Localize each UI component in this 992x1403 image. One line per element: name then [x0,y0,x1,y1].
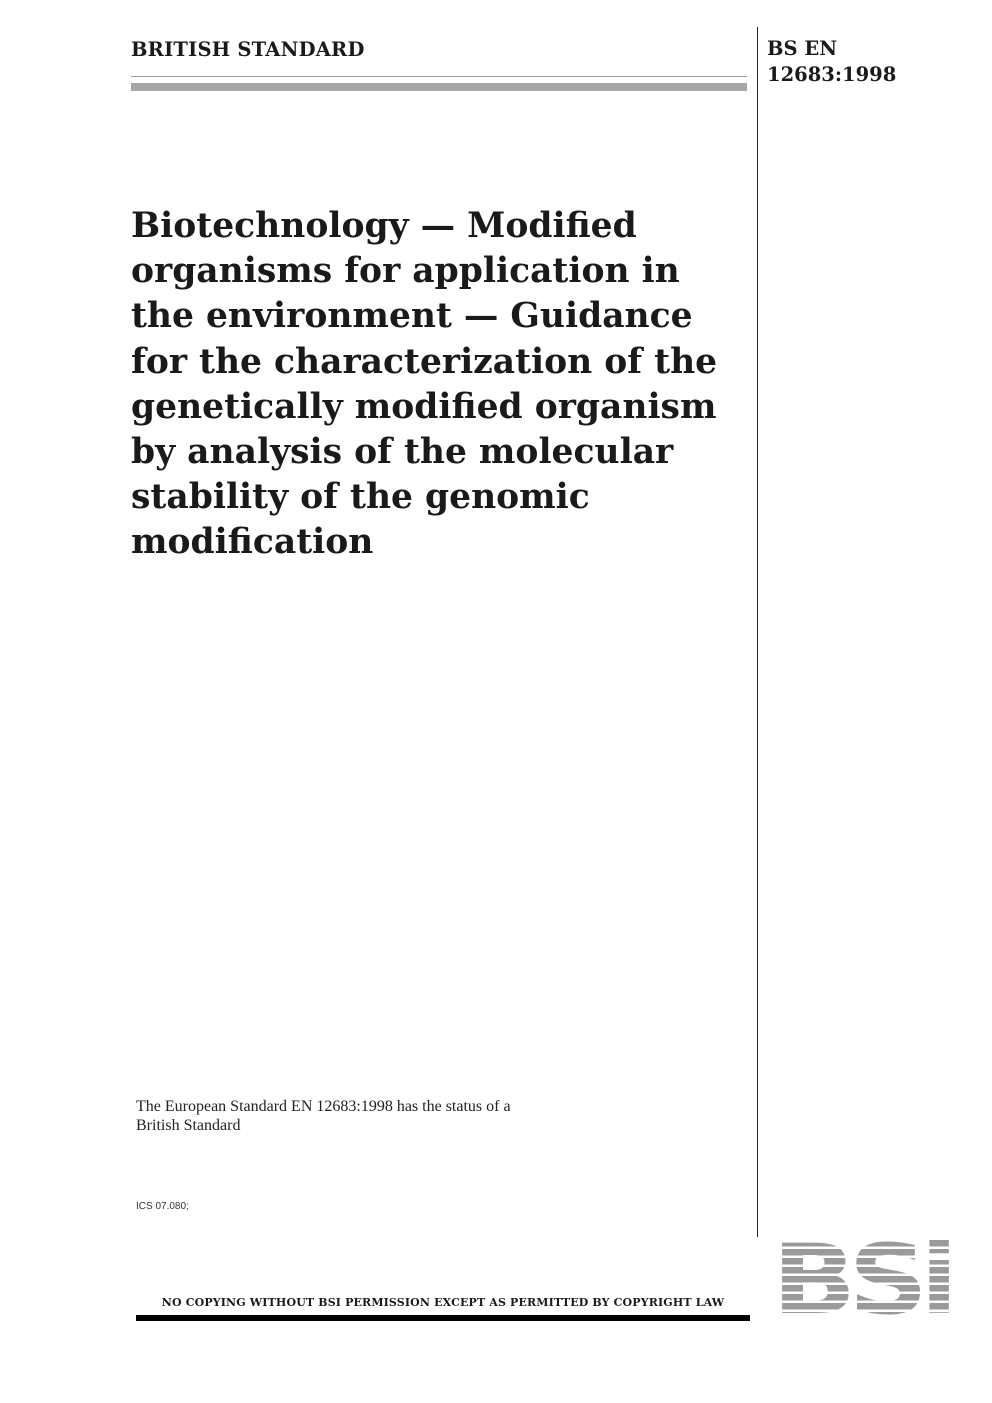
title-line: stability of the genomic [131,477,590,518]
document-number-line-1: BS EN [767,37,838,60]
ics-code: ICS 07.080; [136,1201,189,1212]
title-line: for the characterization of the [131,341,718,382]
title-line: the environment — Guidance [131,296,693,337]
status-note-line-2: British Standard [136,1117,241,1134]
title-line: genetically modified organism [131,386,717,427]
document-number-line-2: 12683:1998 [767,63,897,86]
title-line: by analysis of the molecular [131,432,674,473]
standard-type-label: BRITISH STANDARD [131,38,365,61]
document-title [131,204,746,566]
document-number [767,36,982,88]
vertical-divider [757,27,758,1237]
title-line: modification [131,522,374,563]
status-note [136,1097,636,1135]
status-note-line-1: The European Standard EN 12683:1998 has the status of a [136,1098,511,1115]
title-line: Biotechnology — Modified [131,206,637,246]
bottom-bar [136,1315,750,1321]
copyright-notice: NO COPYING WITHOUT BSI PERMISSION EXCEPT AS PERMITTED BY COPYRIGHT LAW [161,1296,725,1309]
bsi-logo [773,1240,949,1324]
title-line: organisms for application in [131,251,680,292]
header-thick-rule [131,83,747,91]
header-thin-rule [131,76,747,77]
